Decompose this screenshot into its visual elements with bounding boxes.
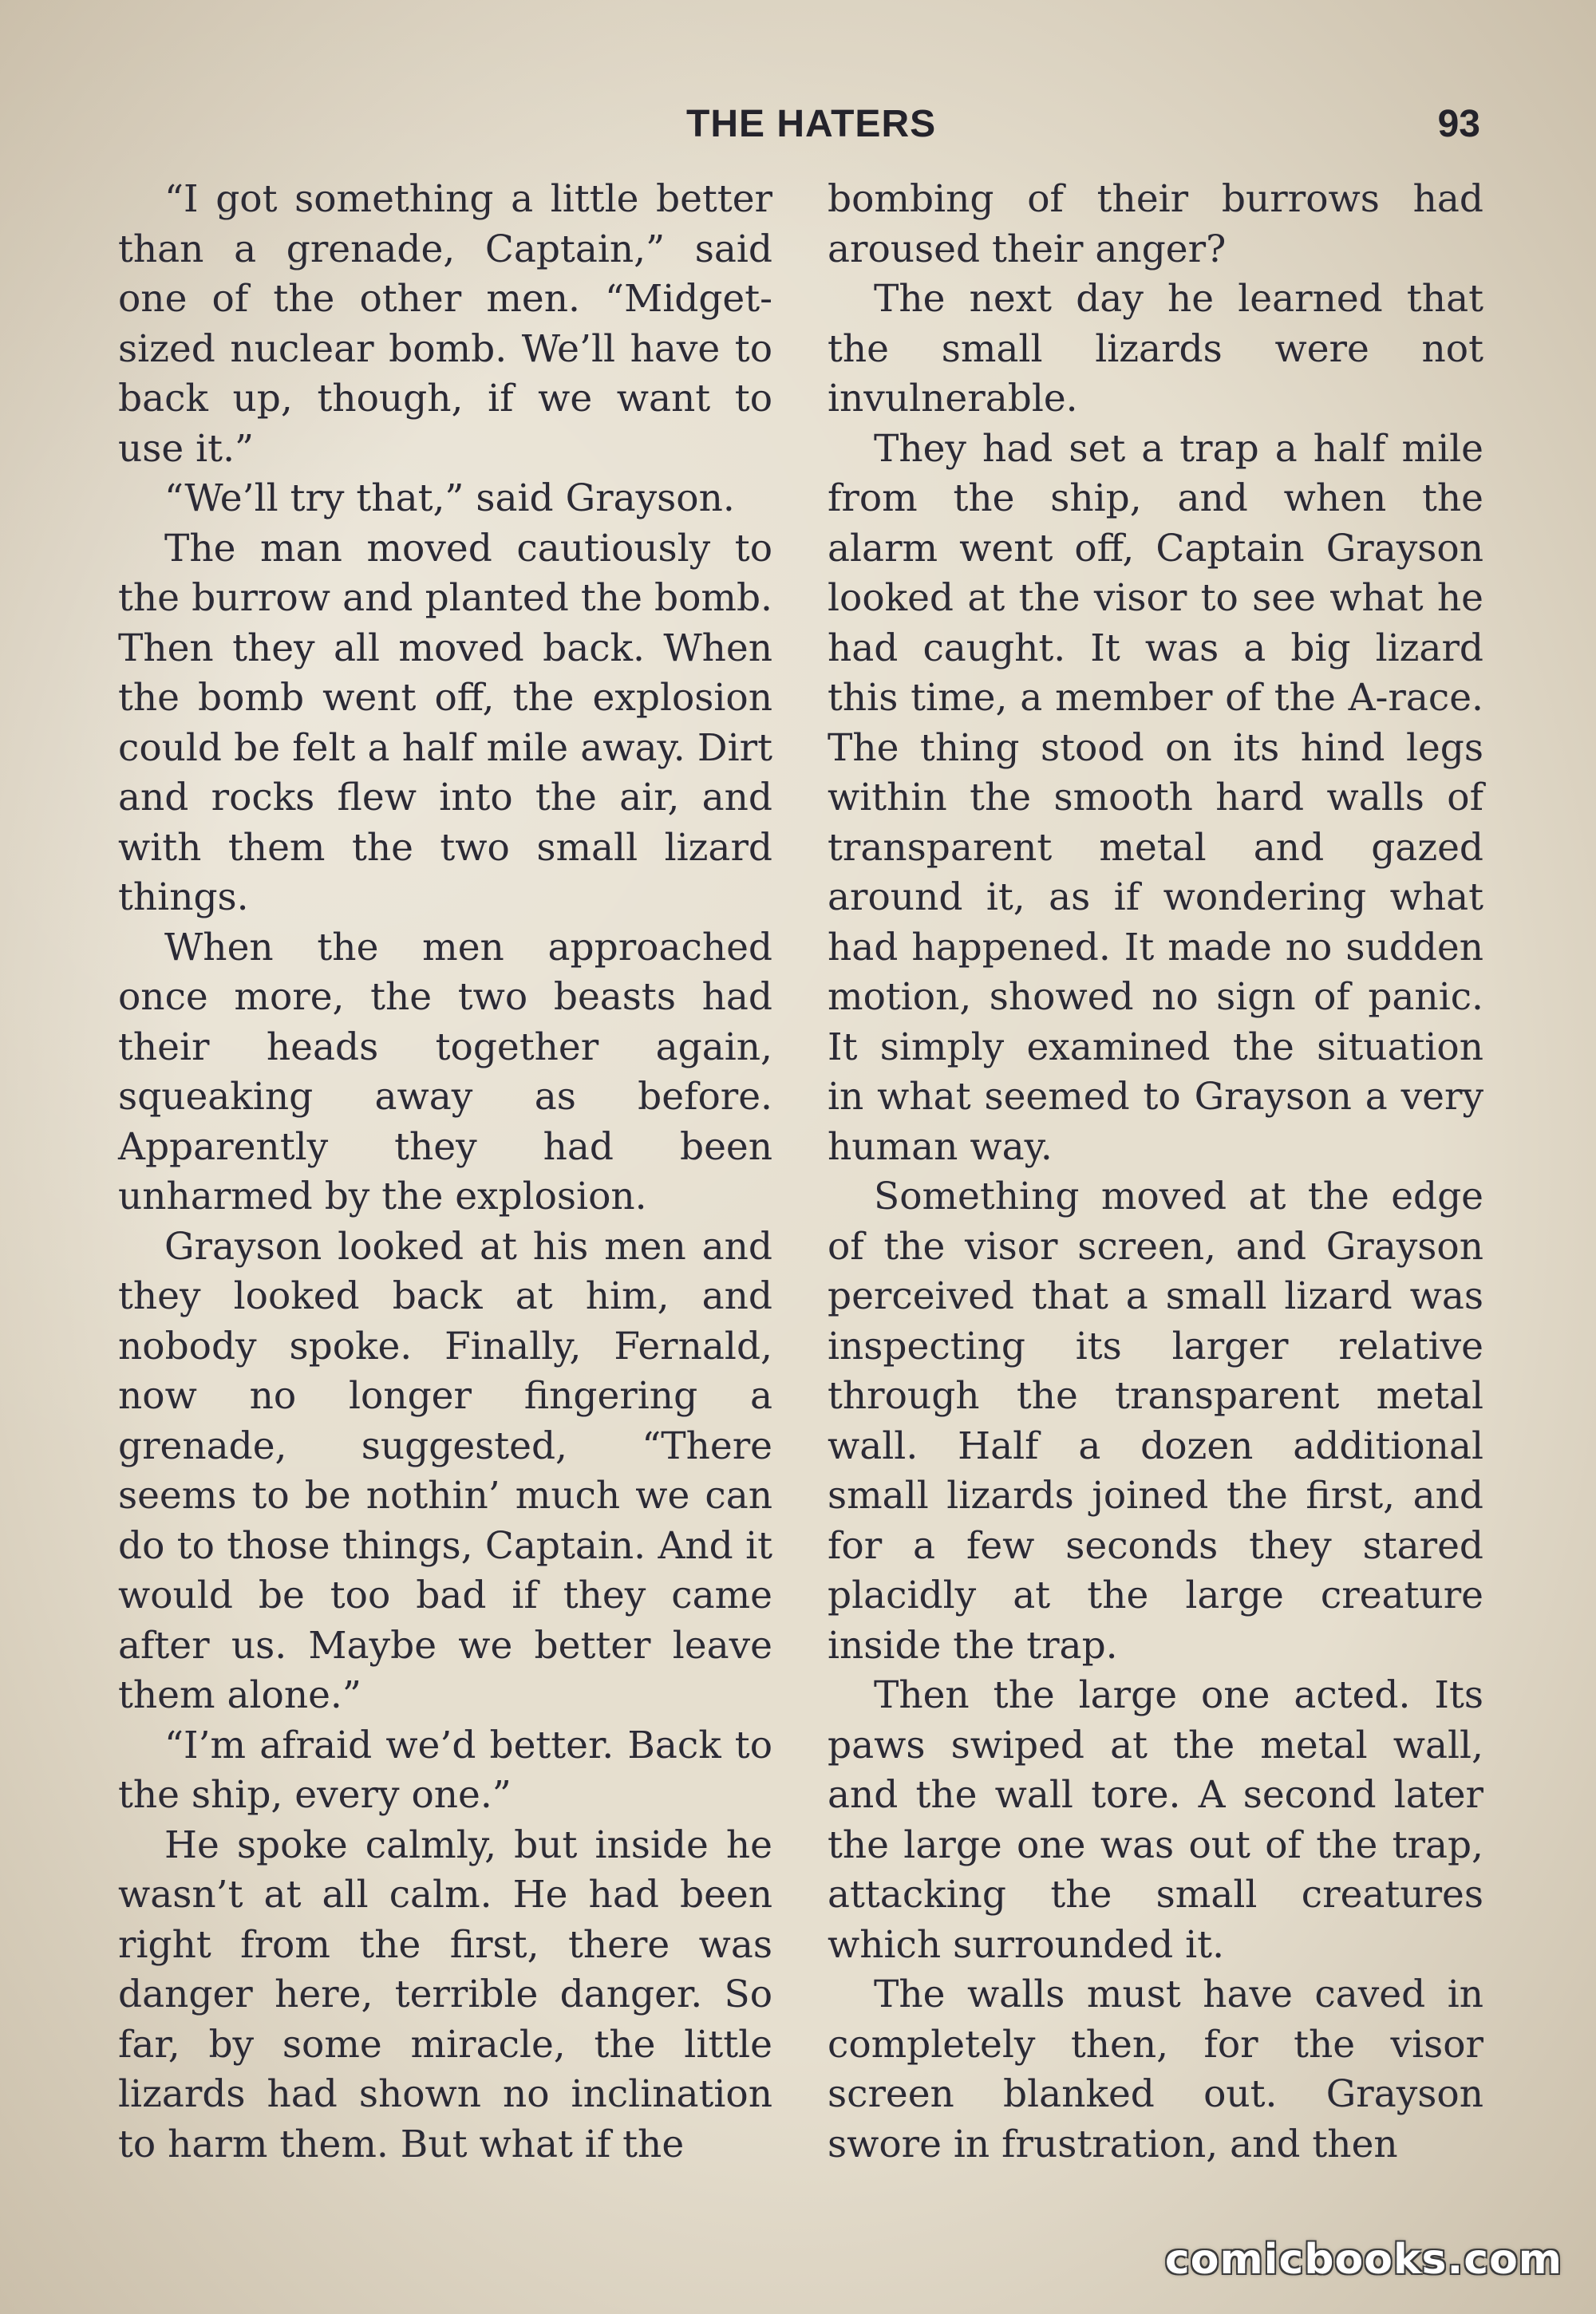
paragraph: “We’ll try that,” said Grayson. (164, 476, 735, 520)
site-watermark: comicbooks.com (1164, 2236, 1562, 2284)
left-text-column (118, 175, 772, 2170)
paragraph: When the men approached once more, the two beasts had their heads together again, squeaking away as before. Apparently they had been unharmed by the explosion. (118, 925, 772, 1218)
paragraph: Grayson looked at his men and they looked back at him, and nobody spoke. Finally, Fernald, now no longer fingering a grenade, suggested, “There seems to be nothin’ much we can do to those things, Captain. And it would be too bad if they came after us. Maybe we better leave them alone.” (118, 1224, 772, 1717)
right-text-column (828, 175, 1483, 2170)
page-number: 93 (1437, 103, 1480, 145)
paragraph: He spoke calmly, but inside he wasn’t at all calm. He had been right from the first, there was danger here, terrible danger. So far, by some miracle, the little lizards had shown no inclination to harm them. But what if the (118, 1822, 772, 2166)
paragraph: They had set a trap a half mile from the ship, and when the alarm went off, Captain Grayson looked at the visor to see what he had caught. It was a big lizard this time, a member of the A-race. The thing stood on its hind legs within the smooth hard walls of transparent metal and gazed around it, as if wondering what had happened. It made no sudden motion, showed no sign of panic. It simply examined the situation in what seemed to Grayson a very human way. (828, 426, 1483, 1169)
paragraph: Something moved at the edge of the visor screen, and Grayson perceived that a small lizard was inspecting its larger relative through the transparent metal wall. Half a dozen additional small lizards joined the first, and for a few seconds they stared placidly at the large creature inside the trap. (828, 1175, 1483, 1668)
paragraph: “I’m afraid we’d better. Back to the ship, every one.” (118, 1723, 772, 1817)
paragraph-continuation: bombing of their burrows had aroused their anger? (828, 177, 1483, 271)
paragraph: Then the large one acted. Its paws swiped at the metal wall, and the wall tore. A second later the large one was out of the trap, attacking the small creatures which surrounded it. (828, 1673, 1483, 1967)
paragraph: The next day he learned that the small lizards were not invulnerable. (828, 277, 1483, 421)
paragraph: The man moved cautiously to the burrow and planted the bomb. Then they all moved back. When the bomb went off, the explosion could be felt a half mile away. Dirt and rocks flew into the air, and with them the two small lizard things. (118, 526, 772, 919)
paragraph: “I got something a little better than a grenade, Captain,” said one of the other men. “Midget-sized nuclear bomb. We’ll have to back up, though, if we want to use it.” (118, 177, 772, 471)
paragraph: The walls must have caved in completely then, for the visor screen blanked out. Grayson swore in frustration, and then (828, 1972, 1483, 2166)
running-title: THE HATERS (686, 103, 937, 145)
